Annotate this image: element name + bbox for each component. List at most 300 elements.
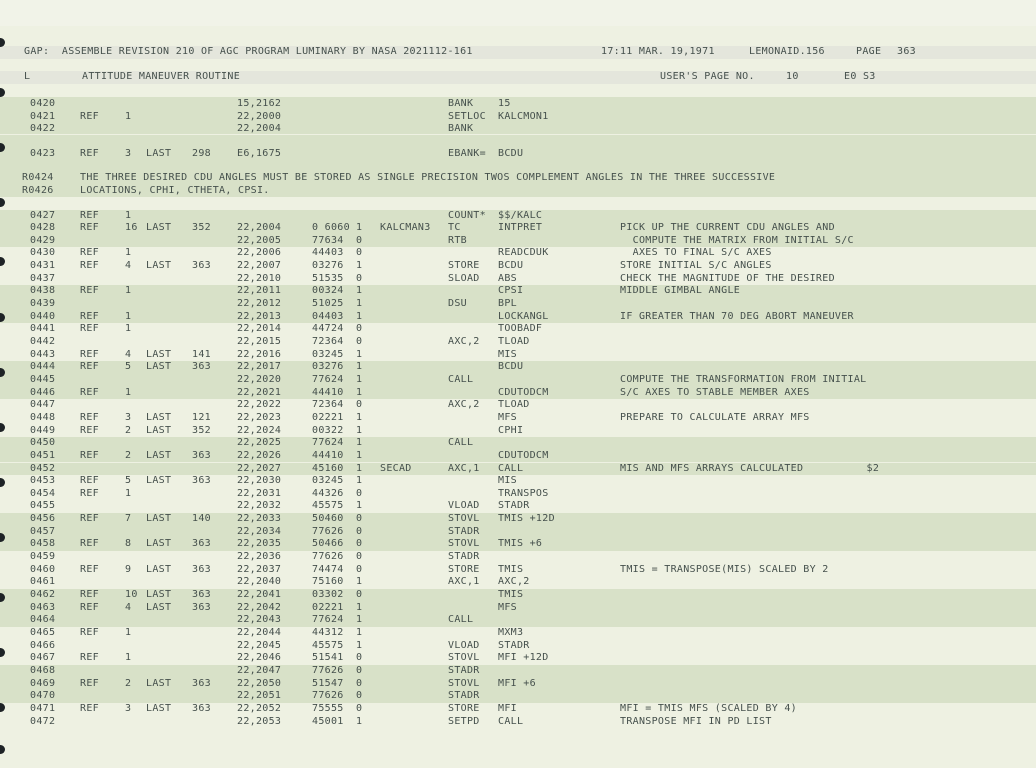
parity-bit: 0 [356,247,363,259]
assembly-title: GAP: ASSEMBLE REVISION 210 OF AGC PROGRAM LUMINARY BY NASA 2021112-161 [24,46,473,57]
line-number: 0452 [30,462,56,474]
line-number: 0460 [30,563,56,575]
comment: TMIS = TRANSPOSE(MIS) SCALED BY 2 [620,563,829,575]
page-label: PAGE [856,46,882,57]
ref-label: REF [80,386,99,398]
parity-bit: 1 [356,222,363,234]
opcode: CALL [448,614,474,626]
address: 15,2162 [237,98,282,109]
opcode: STADR [448,551,480,563]
ref-label: REF [80,147,99,159]
octal-word: 75555 [312,702,344,714]
last-label: LAST [146,424,172,436]
ref-label: REF [80,702,99,714]
parity-bit: 1 [356,260,363,272]
remark-id: R0424 [22,172,54,183]
line-number: 0427 [30,209,56,221]
opcode: DSU [448,298,467,310]
last-label: LAST [146,411,172,423]
last-label: LAST [146,601,172,613]
opcode: SETLOC [448,110,486,122]
line-number: 0465 [30,626,56,638]
octal-word: 77634 [312,234,344,246]
operand: ABS [498,272,517,284]
last-label: LAST [146,260,172,272]
octal-word: 77626 [312,690,344,702]
line-number: 0466 [30,639,56,651]
opcode: STORE [448,563,480,575]
opcode: STADR [448,664,480,676]
greenbar-band [0,614,1036,627]
line-number: 0447 [30,399,56,411]
line-number: 0429 [30,234,56,246]
comment: COMPUTE THE TRANSFORMATION FROM INITIAL [620,373,867,385]
parity-bit: 1 [356,424,363,436]
comment: IF GREATER THAN 70 DEG ABORT MANEUVER [620,310,854,322]
address: 22,2025 [237,437,282,449]
opcode: AXC,2 [448,399,480,411]
opcode: VLOAD [448,500,480,512]
ref-count: 9 [125,563,132,575]
parity-bit: 1 [356,639,363,651]
ref-label: REF [80,563,99,575]
feed-hole [0,478,5,487]
parity-bit: 0 [356,677,363,689]
ref-count: 8 [125,538,132,550]
octal-word: 72364 [312,399,344,411]
parity-bit: 1 [356,601,363,613]
parity-bit: 0 [356,272,363,284]
address: 22,2044 [237,626,282,638]
octal-word: 45160 [312,462,344,474]
octal-word: 77626 [312,664,344,676]
opcode: BANK [448,98,474,109]
address: 22,2032 [237,500,282,512]
feed-hole [0,745,5,754]
octal-word: 51535 [312,272,344,284]
address: 22,2021 [237,386,282,398]
operand: CPSI [498,285,524,297]
parity-bit: 1 [356,449,363,461]
operand: BCDU [498,260,524,272]
parity-bit: 1 [356,576,363,588]
parity-bit: 0 [356,513,363,525]
operand: MFI +6 [498,677,536,689]
last-line: 352 [192,222,211,234]
line-number: 0437 [30,272,56,284]
line-number: 0448 [30,411,56,423]
last-label: LAST [146,147,172,159]
feed-hole [0,368,5,377]
line-number: 0442 [30,336,56,347]
remark-line [0,172,776,185]
parity-bit: 1 [356,437,363,449]
address: 22,2052 [237,702,282,714]
ref-count: 4 [125,260,132,272]
operand: MFI +12D [498,652,549,664]
greenbar-band [0,97,1036,110]
address: 22,2027 [237,462,282,474]
ref-count: 16 [125,222,138,234]
operand: MFS [498,601,517,613]
ref-label: REF [80,260,99,272]
address: 22,2013 [237,310,282,322]
address: 22,2015 [237,336,282,347]
greenbar-band [0,690,1036,703]
opcode: AXC,1 [448,576,480,588]
comment: MIDDLE GIMBAL ANGLE [620,285,741,297]
address: 22,2006 [237,247,282,259]
ref-label: REF [80,411,99,423]
last-label: LAST [146,513,172,525]
ref-count: 3 [125,702,132,714]
last-label: LAST [146,563,172,575]
ref-count: 3 [125,147,132,159]
parity-bit: 0 [356,538,363,550]
octal-word: 50466 [312,538,344,550]
operand: CDUTODCM [498,386,549,398]
users-page-label: USER'S PAGE NO. [660,71,755,82]
ref-label: REF [80,310,99,322]
line-number: 0430 [30,247,56,259]
opcode: STORE [448,702,480,714]
ref-label: REF [80,449,99,461]
octal-word: 51541 [312,652,344,664]
opcode: TC [448,222,461,234]
symbol-label: SECAD [380,462,412,474]
listing-header [0,46,916,59]
address: 22,2026 [237,449,282,461]
last-line: 121 [192,411,211,423]
opcode: STOVL [448,652,480,664]
octal-word: 51547 [312,677,344,689]
feed-hole [0,257,5,266]
opcode: AXC,2 [448,336,480,347]
ref-count: 10 [125,589,138,600]
line-number: 0446 [30,386,56,398]
operand: CALL [498,715,524,727]
operand: $$/KALC [498,209,543,221]
comment: CHECK THE MAGNITUDE OF THE DESIRED [620,272,835,284]
parity-bit: 0 [356,525,363,537]
feed-hole [0,703,5,712]
parity-bit: 1 [356,411,363,423]
ref-label: REF [80,424,99,436]
octal-word: 77626 [312,525,344,537]
ref-label: REF [80,513,99,525]
last-label: LAST [146,449,172,461]
feed-hole [0,533,5,542]
line-number: 0428 [30,222,56,234]
ref-label: REF [80,487,99,499]
opcode: STORE [448,260,480,272]
greenbar-band [0,665,1036,678]
operand: READCDUK [498,247,549,259]
opcode: VLOAD [448,639,480,651]
address: 22,2012 [237,298,282,310]
operand: TOOBADF [498,323,543,335]
greenbar-band [0,122,1036,135]
address: 22,2020 [237,373,282,385]
last-label: LAST [146,677,172,689]
line-number: 0439 [30,298,56,310]
ref-count: 1 [125,310,132,322]
ref-count: 1 [125,323,132,335]
ref-label: REF [80,626,99,638]
opcode: RTB [448,234,467,246]
last-label: LAST [146,222,172,234]
line-number: 0441 [30,323,56,335]
parity-bit: 0 [356,336,363,347]
ref-count: 2 [125,449,132,461]
line-number: 0421 [30,110,56,122]
ref-label: REF [80,222,99,234]
operand: LOCKANGL [498,310,549,322]
parity-bit: 1 [356,285,363,297]
line-number: 0457 [30,525,56,537]
octal-word: 77626 [312,551,344,563]
address: 22,2053 [237,715,282,727]
opcode: CALL [448,373,474,385]
ref-label: REF [80,538,99,550]
operand: TMIS +6 [498,538,543,550]
address: 22,2011 [237,285,282,297]
ref-label: REF [80,589,99,600]
octal-word: 44326 [312,487,344,499]
parity-bit: 1 [356,386,363,398]
last-line: 363 [192,475,211,487]
address: 22,2024 [237,424,282,436]
address: 22,2022 [237,399,282,411]
parity-bit: 0 [356,664,363,676]
opcode: STADR [448,690,480,702]
parity-bit: 1 [356,626,363,638]
comment: PICK UP THE CURRENT CDU ANGLES AND [620,222,835,234]
ref-label: REF [80,475,99,487]
line-number: 0458 [30,538,56,550]
parity-bit: 0 [356,702,363,714]
line-number: 0450 [30,437,56,449]
listing-file: LEMONAID.156 [749,46,825,57]
operand: STADR [498,500,530,512]
comment: S/C AXES TO STABLE MEMBER AXES [620,386,810,398]
ref-count: 3 [125,411,132,423]
octal-word: 03245 [312,475,344,487]
last-label: LAST [146,538,172,550]
address: 22,2035 [237,538,282,550]
octal-word: 77624 [312,437,344,449]
octal-word: 44410 [312,386,344,398]
ref-count: 1 [125,652,132,664]
last-label: LAST [146,475,172,487]
ref-label: REF [80,285,99,297]
octal-word: 02221 [312,411,344,423]
ref-count: 4 [125,348,132,360]
address: 22,2051 [237,690,282,702]
line-number: 0431 [30,260,56,272]
operand: CPHI [498,424,524,436]
operand: MIS [498,475,517,487]
parity-bit: 1 [356,475,363,487]
address: 22,2050 [237,677,282,689]
address: 22,2046 [237,652,282,664]
line-number: 0468 [30,664,56,676]
ref-count: 1 [125,110,132,122]
octal-word: 51025 [312,298,344,310]
line-number: 0451 [30,449,56,461]
octal-word: 03245 [312,348,344,360]
address: 22,2023 [237,411,282,423]
octal-word: 44403 [312,247,344,259]
line-number: 0469 [30,677,56,689]
line-number: 0456 [30,513,56,525]
ref-count: 1 [125,626,132,638]
octal-word: 03276 [312,361,344,373]
line-number: 0455 [30,500,56,512]
last-line: 363 [192,702,211,714]
ref-label: REF [80,601,99,613]
last-label: LAST [146,702,172,714]
feed-hole [0,423,5,432]
address: 22,2042 [237,601,282,613]
opcode: AXC,1 [448,462,480,474]
address: 22,2036 [237,551,282,563]
section-marker: L [24,71,31,82]
remark-text: THE THREE DESIRED CDU ANGLES MUST BE STORED AS SINGLE PRECISION TWOS COMPLEMENT ANGLES IN THE THREE SUCCESSIVE [80,172,776,183]
opcode: SLOAD [448,272,480,284]
last-line: 363 [192,449,211,461]
last-line: 352 [192,424,211,436]
octal-word: 45001 [312,715,344,727]
parity-bit: 1 [356,614,363,626]
last-line: 363 [192,677,211,689]
operand: 15 [498,98,511,109]
ref-label: REF [80,348,99,360]
ref-count: 1 [125,386,132,398]
greenbar-band [0,235,1036,248]
comment: STORE INITIAL S/C ANGLES [620,260,772,272]
parity-bit: 1 [356,715,363,727]
line-number: 0420 [30,98,56,109]
ref-count: 1 [125,247,132,259]
ref-count: 5 [125,361,132,373]
address: 22,2030 [237,475,282,487]
ref-count: 1 [125,209,132,221]
octal-word: 00322 [312,424,344,436]
last-label: LAST [146,348,172,360]
last-line: 363 [192,361,211,373]
operand: KALCMON1 [498,110,549,122]
feed-hole [0,593,5,602]
last-line: 363 [192,538,211,550]
ref-label: REF [80,652,99,664]
operand: BPL [498,298,517,310]
line-number: 0462 [30,589,56,600]
ref-label: REF [80,247,99,259]
last-line: 363 [192,589,211,600]
operand: BCDU [498,361,524,373]
parity-bit: 0 [356,487,363,499]
octal-word: 75160 [312,576,344,588]
opcode: STOVL [448,513,480,525]
ref-label: REF [80,110,99,122]
octal-word: 02221 [312,601,344,613]
last-line: 363 [192,601,211,613]
comment: COMPUTE THE MATRIX FROM INITIAL S/C [620,234,854,246]
octal-word: 44312 [312,626,344,638]
line-number: 0423 [30,147,56,159]
greenbar-band [0,526,1036,539]
ref-count: 2 [125,677,132,689]
octal-word: 00324 [312,285,344,297]
line-number: 0467 [30,652,56,664]
page-number: 363 [897,46,916,57]
comment: TRANSPOSE MFI IN PD LIST [620,715,772,727]
ref-label: REF [80,677,99,689]
address: 22,2005 [237,234,282,246]
operand: MFS [498,411,517,423]
line-number: 0443 [30,348,56,360]
comment: PREPARE TO CALCULATE ARRAY MFS [620,411,810,423]
octal-word: 03302 [312,589,344,600]
octal-word: 50460 [312,513,344,525]
symbol-label: KALCMAN3 [380,222,431,234]
line-number: 0444 [30,361,56,373]
listing-timestamp: 17:11 MAR. 19,1971 [601,46,715,57]
section-title: ATTITUDE MANEUVER ROUTINE [82,71,241,82]
comment: MIS AND MFS ARRAYS CALCULATED $2 [620,462,880,474]
operand: TLOAD [498,336,530,347]
octal-word: 72364 [312,336,344,347]
ref-label: REF [80,209,99,221]
ref-count: 5 [125,475,132,487]
ref-count: 7 [125,513,132,525]
address: 22,2031 [237,487,282,499]
ref-count: 1 [125,487,132,499]
parity-bit: 1 [356,348,363,360]
line-number: 0449 [30,424,56,436]
line-number: 0422 [30,123,56,135]
comment: AXES TO FINAL S/C AXES [620,247,772,259]
line-number: 0470 [30,690,56,702]
operand: INTPRET [498,222,543,234]
opcode: SETPD [448,715,480,727]
octal-word: 74474 [312,563,344,575]
comment: MFI = TMIS MFS (SCALED BY 4) [620,702,797,714]
operand: BCDU [498,147,524,159]
octal-word: 44410 [312,449,344,461]
operand: MIS [498,348,517,360]
ref-count: 2 [125,424,132,436]
line-number: 0459 [30,551,56,563]
opcode: COUNT* [448,209,486,221]
parity-bit: 1 [356,462,363,474]
line-number: 0440 [30,310,56,322]
address: 22,2043 [237,614,282,626]
operand: TMIS [498,563,524,575]
last-line: 363 [192,260,211,272]
operand: AXC,2 [498,576,530,588]
last-label: LAST [146,361,172,373]
operand: MFI [498,702,517,714]
parity-bit: 0 [356,589,363,600]
greenbar-band [0,374,1036,387]
line-number: 0453 [30,475,56,487]
section-code: E0 S3 [844,71,876,82]
opcode: STADR [448,525,480,537]
parity-bit: 0 [356,652,363,664]
operand: TRANSPOS [498,487,549,499]
